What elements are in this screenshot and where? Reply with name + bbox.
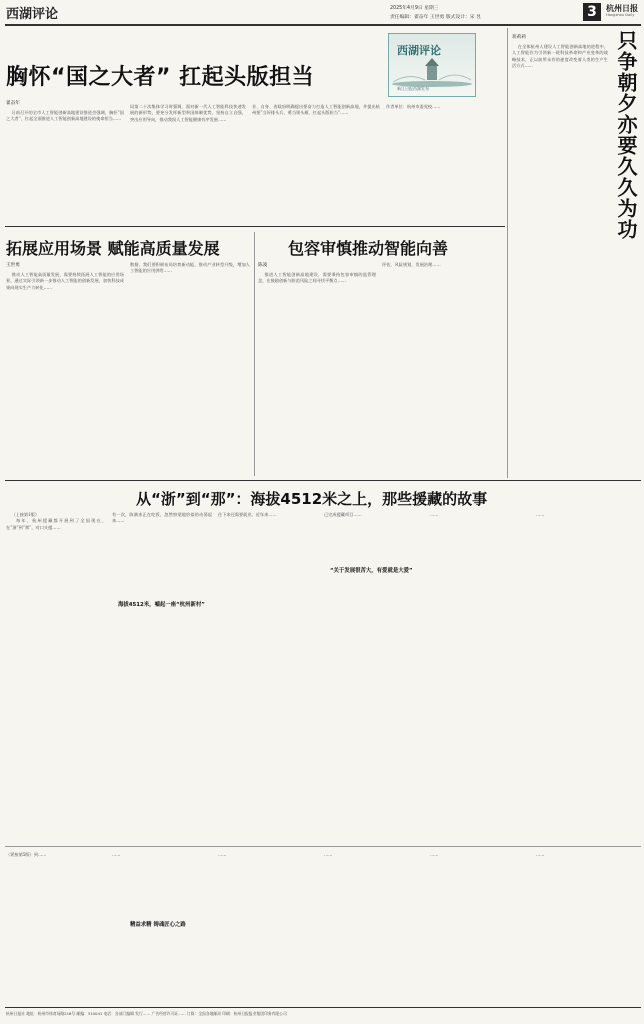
side-column-author: 蒋莉莉 — [512, 35, 526, 40]
footer-text: 杭州日报社 地址：杭州市体育场路218号 邮编：310041 电话：各部门编辑 发行…… 广告经营许可证…… 订阅：全国各地邮局 印刷：杭州日报报业集团印务有限公司 — [6, 1011, 287, 1016]
feature-column-5: …… — [430, 512, 439, 517]
feature-subheading-2: “关于发展很苦大，有爱就是大爱” — [330, 568, 413, 574]
article3-headline: 包容审慎推动智能向善 — [288, 239, 449, 258]
middle-rule — [5, 480, 641, 481]
feature-column-3: 住下来还需要就业。近年来…… — [218, 512, 277, 517]
feature-lower-column-6: …… — [536, 852, 545, 857]
side-column-headline: 只争朝夕亦要久久为功 — [614, 30, 638, 240]
side-column-text: 在全体杭州人建设人工智能创新高地的进程中，人工智能作为引领新一轮科技革命和产业变革的战略技术，正以前所未有的速度改变着人类的生产生活方式…… — [512, 44, 608, 69]
page-number: 3 — [583, 3, 601, 21]
feature-lower-column-3: …… — [218, 852, 227, 857]
column-logo-title: 西湖评论 — [397, 44, 441, 57]
west-lake-pagoda-illustration — [389, 58, 475, 88]
feature-column-1: （上接第1版） 每年，杭州援藏都开展到了全国现在，在“浙”到“那”，对口支援…… — [6, 512, 106, 530]
feature-subheading-3: 精益求精 铸魂匠心之路 — [130, 922, 186, 928]
footer-rule — [5, 1007, 641, 1008]
feature-column-2: 有一次，陈满来正在吃饭，忽然察觉地恰似的动荡起来…… — [112, 512, 212, 524]
article3-column-1: 推进人工智能创新高地建设，需要秉持包容审慎的监管理念，在鼓励创新与防范风险之间寻找平衡点…… — [258, 272, 376, 284]
article2-author: 王世勇 — [6, 263, 20, 268]
feature-subheading-1: 海拔4512米，嘘起一座“杭州新村” — [118, 602, 205, 608]
lead-bottom-rule — [5, 226, 505, 227]
feature-column-4: 已完成援藏项目…… — [324, 512, 362, 517]
lead-author: 翟奋年 — [6, 101, 20, 106]
column-logo-caption: 新江日报西湖发布 — [397, 86, 429, 91]
article2-column-2: 数据，我们要积极布局培育新动能，推动产业转型升级，增加人工智能的应用供给…… — [130, 262, 250, 274]
date-line: 2025年4月9日 星期三 — [390, 6, 439, 11]
article2-column-1: 推动人工智能高质量发展，需要持续拓展人工智能的应用场景，通过实际引领新一步推动人工智能的创新发展，加快科技成果向现实生产力转化…… — [6, 272, 124, 290]
lead-column-2: 局第二十次集体学习时强调，面对新一代人工智能科技快速发展的新形势，要充分发挥新型举国体制优势，坚持自立自强，突出应用导向，推动我国人工智能健康有序发展…… — [130, 104, 246, 122]
article3-column-2: 评估，风险规划，发展治理…… — [382, 262, 441, 267]
column-logo-box — [388, 33, 476, 97]
paper-logo: 杭州日报 — [606, 3, 638, 13]
masthead-rule — [5, 24, 641, 26]
feature-lower-rule — [5, 846, 641, 847]
lead-headline: 胸怀“国之大者” 扛起头版担当 — [6, 65, 315, 90]
feature-headline: 从“浙”到“那”：海拔4512米之上，那些援藏的故事 — [136, 490, 488, 508]
feature-lower-column-5: …… — [430, 852, 439, 857]
feature-column-6: …… — [536, 512, 545, 517]
lead-column-3: 业、自身、省政府明确提出要奋力打造人工智能创新高地，并提出杭州要“当好排头兵、勇当领头雁、扛起头版担当”…… — [252, 104, 380, 116]
side-column-divider — [507, 28, 508, 478]
article-divider — [254, 232, 255, 476]
section-title: 西湖评论 — [6, 7, 59, 22]
feature-lower-column-1: （紧接第5版）到…… — [6, 852, 47, 857]
paper-logo-en: Hangzhou Daily — [606, 13, 635, 17]
editors-line: 责任编辑：翟奋年 王世勇 版式设计：宋 昱 — [390, 15, 481, 20]
feature-lower-column-2: …… — [112, 852, 121, 857]
lead-column-4: 作者单位：杭州市委党校…… — [386, 104, 441, 109]
lead-column-1: 日前召开的全市人工智能创新高地建设推进会强调，胸怀“国之大者”，扛起全面推进人工智能创新高地建设的使命担当…… — [6, 110, 124, 122]
article3-author: 陈凌 — [258, 263, 268, 268]
article2-headline: 拓展应用场景 赋能高质量发展 — [6, 239, 220, 258]
feature-lower-column-4: …… — [324, 852, 333, 857]
